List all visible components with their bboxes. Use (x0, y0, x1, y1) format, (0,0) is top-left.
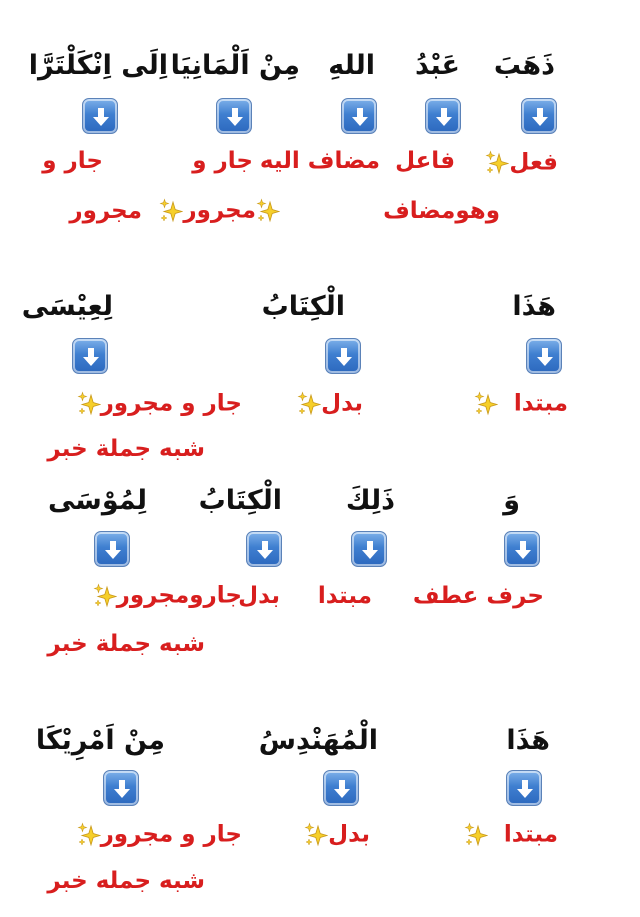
grammar-label: مضاف اليه (259, 148, 380, 174)
down-arrow-icon (72, 338, 108, 374)
grammar-label (77, 822, 242, 848)
down-arrow-icon (246, 531, 282, 567)
grammar-label: شبه جملة خبر (47, 631, 205, 657)
arabic-word: الْمُهَنْدِسُ (258, 725, 378, 756)
grammar-label (77, 391, 242, 417)
grammar-label-text: مبتدا (513, 390, 568, 417)
sparkles-icon (77, 822, 101, 848)
grammar-label: فاعل (395, 148, 455, 174)
grammar-label: بدل (238, 583, 280, 609)
down-arrow-icon (425, 98, 461, 134)
sparkles-icon (304, 822, 328, 848)
grammar-label-text: جار و مجرور (100, 821, 242, 848)
down-arrow-icon (504, 531, 540, 567)
grammar-label (297, 391, 363, 417)
grammar-label (464, 822, 558, 848)
grammar-label: مبتدا (317, 583, 372, 609)
grammar-label: جار و (192, 148, 253, 174)
grammar-label-text: فعل (509, 149, 558, 176)
arabic-word: مِنْ اَلْمَانِيَا (170, 50, 300, 81)
grammar-label (304, 822, 370, 848)
sparkles-icon (485, 150, 509, 176)
down-arrow-icon (521, 98, 557, 134)
grammar-label-text: مجرور (183, 197, 256, 224)
grammar-label (485, 150, 558, 176)
sparkles-icon (297, 391, 321, 417)
arabic-word: الْكِتَابُ (261, 291, 345, 322)
down-arrow-icon (216, 98, 252, 134)
down-arrow-icon (94, 531, 130, 567)
arabic-word: ذَلِكَ (345, 485, 395, 516)
grammar-label: حرف عطف (412, 583, 544, 609)
arabic-word: اللهِ (328, 50, 375, 81)
grammar-label: مجرور (69, 198, 142, 224)
sparkles-icon (256, 198, 280, 224)
sparkles-icon (159, 198, 183, 224)
sparkles-icon (77, 391, 101, 417)
arabic-word: لِعِيْسَى (21, 291, 113, 322)
down-arrow-icon (82, 98, 118, 134)
grammar-label (159, 198, 280, 224)
grammar-label-text: جار و مجرور (100, 390, 242, 417)
arabic-word: وَ (503, 485, 520, 516)
arabic-word: هَذَا (512, 291, 556, 322)
sparkles-icon (93, 583, 117, 609)
sparkles-icon (464, 822, 488, 848)
arabic-word: عَبْدُ (414, 50, 460, 81)
arabic-word: اِلَى اِنْكَلْتَرَّا (28, 50, 168, 81)
grammar-label-text: مبتدا (503, 821, 558, 848)
grammar-label (93, 583, 242, 609)
down-arrow-icon (341, 98, 377, 134)
grammar-label: شبه جملة خبر (47, 436, 205, 462)
grammar-label: شبه جمله خبر (47, 868, 205, 894)
down-arrow-icon (351, 531, 387, 567)
grammar-label (474, 391, 568, 417)
sparkles-icon (474, 391, 498, 417)
arabic-word: لِمُوْسَى (47, 485, 147, 516)
down-arrow-icon (526, 338, 562, 374)
grammar-label-text: بدل (328, 821, 370, 848)
grammar-label-text: جارومجرور (116, 582, 242, 609)
grammar-label: جار و (42, 148, 103, 174)
down-arrow-icon (506, 770, 542, 806)
arabic-word: الْكِتَابُ (198, 485, 282, 516)
arabic-word: هَذَا (506, 725, 550, 756)
grammar-label: وهومضاف (383, 198, 500, 224)
down-arrow-icon (325, 338, 361, 374)
arabic-word: ذَهَبَ (493, 50, 555, 81)
down-arrow-icon (103, 770, 139, 806)
grammar-label-text: بدل (321, 390, 363, 417)
down-arrow-icon (323, 770, 359, 806)
arabic-word: مِنْ اَمْرِيْكَا (35, 725, 165, 756)
